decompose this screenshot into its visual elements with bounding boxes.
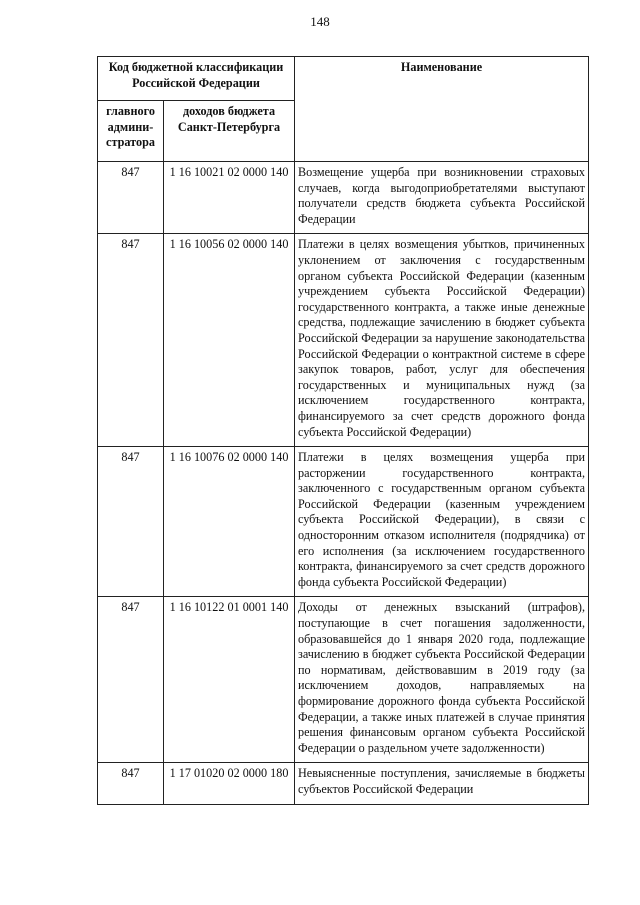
name-cell: Возмещение ущерба при возникновении страховых случаев, когда выгодоприобретателями выступают получатели средств бюджета субъекта Российской Федерации	[295, 162, 589, 234]
header-admin: главного админи-стратора	[98, 101, 164, 162]
name-cell: Невыясненные поступления, зачисляемые в бюджеты субъектов Российской Федерации	[295, 763, 589, 804]
header-revenue: доходов бюджета Санкт-Петербурга	[164, 101, 295, 162]
table-row	[98, 162, 589, 234]
header-code-group: Код бюджетной классификации Российской Федерации	[98, 57, 295, 101]
revenue-code-cell: 1 16 10076 02 0000 140	[164, 447, 295, 597]
revenue-code-cell: 1 16 10021 02 0000 140	[164, 162, 295, 234]
table-row	[98, 234, 589, 447]
table-row	[98, 597, 589, 763]
name-cell: Платежи в целях возмещения ущерба при расторжении государственного контракта, заключенного с государственным органом субъекта Российской Федерации (казенным учреждением субъекта Российской Федерации), в связи с односторонним отказом исполнителя (подрядчика) от его исполнения (за исключением государственного контракта, финансируемого за счет средств дорожного фонда субъекта Российской Федерации)	[295, 447, 589, 597]
name-cell: Платежи в целях возмещения убытков, причиненных уклонением от заключения с государственным органом субъекта Российской Федерации (казенным учреждением субъекта Российской Федерации) государственного контракта, а также иные денежные средства, подлежащие зачислению в бюджет субъекта Российской Федерации за нарушение законодательства Российской Федерации о контрактной системе в сфере закупок товаров, работ, услуг для обеспечения государственных и муниципальных нужд (за исключением государственного контракта, финансируемого за счет средств дорожного фонда субъекта Российской Федерации)	[295, 234, 589, 447]
page-number: 148	[310, 14, 330, 29]
admin-code-cell: 847	[98, 447, 164, 597]
revenue-code-cell: 1 16 10056 02 0000 140	[164, 234, 295, 447]
revenue-code-cell: 1 17 01020 02 0000 180	[164, 763, 295, 804]
budget-classification-table	[97, 56, 589, 805]
table-row	[98, 763, 589, 804]
name-cell: Доходы от денежных взысканий (штрафов), поступающие в счет погашения задолженности, образовавшейся до 1 января 2020 года, подлежащие зачислению в бюджет субъекта Российской Федерации по нормативам, действовавшим в 2019 году (за исключением доходов, направляемых на формирование дорожного фонда субъекта Российской Федерации, а также иных платежей в случае принятия решения финансовым органом субъекта Российской Федерации о раздельном учете задолженности)	[295, 597, 589, 763]
admin-code-cell: 847	[98, 597, 164, 763]
header-name: Наименование	[295, 57, 589, 162]
admin-code-cell: 847	[98, 234, 164, 447]
table-row	[98, 447, 589, 597]
admin-code-cell: 847	[98, 162, 164, 234]
admin-code-cell: 847	[98, 763, 164, 804]
revenue-code-cell: 1 16 10122 01 0001 140	[164, 597, 295, 763]
